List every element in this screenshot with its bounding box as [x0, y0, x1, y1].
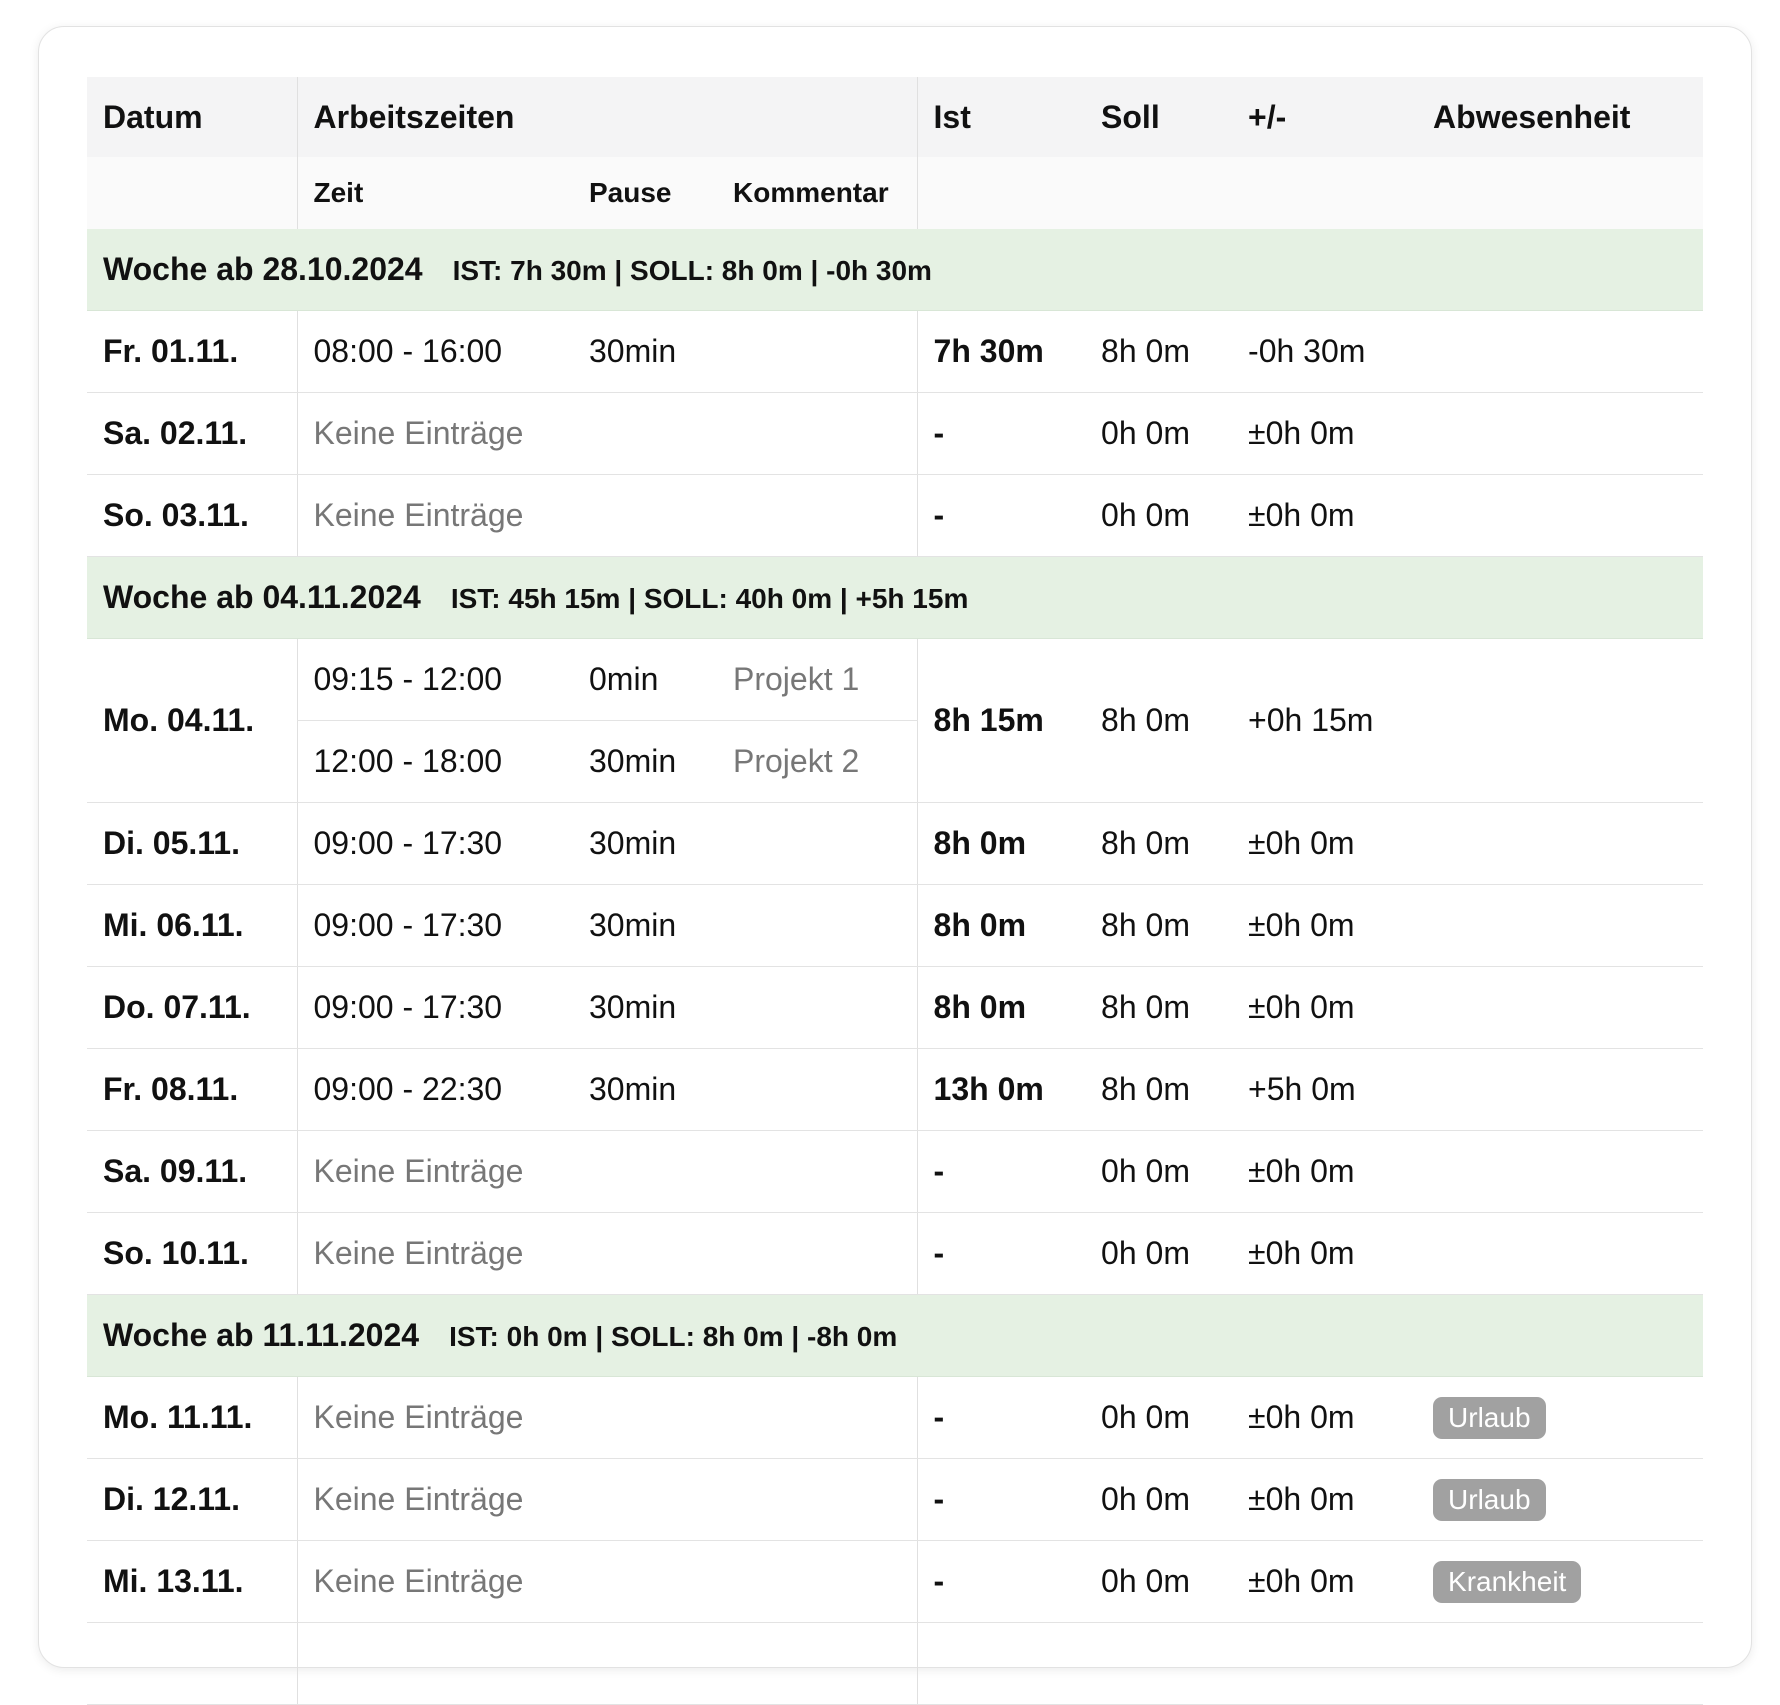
day-ist: - [917, 1131, 1085, 1213]
day-diff: ±0h 0m [1232, 885, 1417, 967]
no-entries [297, 1623, 917, 1705]
day-diff [1232, 1623, 1417, 1705]
day-soll: 0h 0m [1085, 1459, 1232, 1541]
day-date: Fr. 01.11. [87, 311, 297, 393]
day-ist: 7h 30m [917, 311, 1085, 393]
day-soll: 8h 0m [1085, 885, 1232, 967]
timesheet-card [38, 26, 1752, 1668]
day-row[interactable] [87, 803, 1703, 885]
day-row[interactable] [87, 967, 1703, 1049]
timesheet-body [87, 229, 1703, 1705]
header-abwesenheit: Abwesenheit [1417, 77, 1703, 157]
day-diff: ±0h 0m [1232, 967, 1417, 1049]
day-absence [1417, 311, 1703, 393]
week-stats: IST: 45h 15m | SOLL: 40h 0m | +5h 15m [450, 583, 969, 614]
entry-time: 08:00 - 16:00 [297, 311, 573, 393]
entry-comment [717, 1049, 917, 1131]
no-entries: Keine Einträge [297, 1377, 917, 1459]
day-absence [1417, 475, 1703, 557]
entry-pause: 0min [573, 639, 717, 721]
day-row[interactable] [87, 475, 1703, 557]
day-absence [1417, 1541, 1703, 1623]
subheader-empty-right [917, 157, 1703, 229]
day-date: Do. 07.11. [87, 967, 297, 1049]
day-diff: ±0h 0m [1232, 1213, 1417, 1295]
day-date: Di. 05.11. [87, 803, 297, 885]
timesheet-table [87, 77, 1703, 1705]
day-absence [1417, 1459, 1703, 1541]
day-ist: 8h 0m [917, 967, 1085, 1049]
entry-pause: 30min [573, 967, 717, 1049]
day-date: Sa. 02.11. [87, 393, 297, 475]
entry-comment [717, 885, 917, 967]
day-soll [1085, 1623, 1232, 1705]
day-ist: - [917, 1377, 1085, 1459]
absence-badge: Urlaub [1433, 1479, 1545, 1521]
day-diff: ±0h 0m [1232, 1459, 1417, 1541]
entry-time: 09:00 - 17:30 [297, 885, 573, 967]
day-date: Di. 12.11. [87, 1459, 297, 1541]
entry-time: 09:00 - 17:30 [297, 967, 573, 1049]
day-ist: 8h 0m [917, 803, 1085, 885]
header-datum: Datum [87, 77, 297, 157]
day-row[interactable] [87, 311, 1703, 393]
day-date: Sa. 09.11. [87, 1131, 297, 1213]
entry-pause: 30min [573, 311, 717, 393]
day-diff: +5h 0m [1232, 1049, 1417, 1131]
entry-pause: 30min [573, 1049, 717, 1131]
day-date: Mo. 11.11. [87, 1377, 297, 1459]
subheader-zeit: Zeit [297, 157, 573, 229]
header-ist: Ist [917, 77, 1085, 157]
subheader-pause: Pause [573, 157, 717, 229]
day-row[interactable] [87, 1213, 1703, 1295]
day-absence [1417, 967, 1703, 1049]
week-summary [87, 229, 1703, 311]
week-row [87, 229, 1703, 311]
entry-comment: Projekt 1 [717, 639, 917, 721]
no-entries: Keine Einträge [297, 475, 917, 557]
entry-pause: 30min [573, 803, 717, 885]
day-absence [1417, 393, 1703, 475]
no-entries: Keine Einträge [297, 1131, 917, 1213]
day-diff: ±0h 0m [1232, 1541, 1417, 1623]
day-diff: +0h 15m [1232, 639, 1417, 803]
no-entries: Keine Einträge [297, 1541, 917, 1623]
week-stats: IST: 7h 30m | SOLL: 8h 0m | -0h 30m [452, 255, 932, 286]
day-soll: 0h 0m [1085, 393, 1232, 475]
day-row[interactable] [87, 1623, 1703, 1705]
entry-time: 09:00 - 22:30 [297, 1049, 573, 1131]
header-diff: +/- [1232, 77, 1417, 157]
entry-comment [717, 967, 917, 1049]
day-date: So. 10.11. [87, 1213, 297, 1295]
day-row[interactable] [87, 1541, 1703, 1623]
day-absence [1417, 1049, 1703, 1131]
day-absence [1417, 1131, 1703, 1213]
day-soll: 8h 0m [1085, 311, 1232, 393]
header-soll: Soll [1085, 77, 1232, 157]
entry-pause: 30min [573, 885, 717, 967]
day-date: So. 03.11. [87, 475, 297, 557]
day-ist: - [917, 1459, 1085, 1541]
day-row[interactable] [87, 393, 1703, 475]
day-absence [1417, 803, 1703, 885]
day-row[interactable] [87, 885, 1703, 967]
day-soll: 8h 0m [1085, 967, 1232, 1049]
day-diff: ±0h 0m [1232, 803, 1417, 885]
day-soll: 8h 0m [1085, 1049, 1232, 1131]
day-soll: 0h 0m [1085, 1377, 1232, 1459]
entry-comment [717, 311, 917, 393]
no-entries: Keine Einträge [297, 1459, 917, 1541]
day-absence [1417, 1623, 1703, 1705]
entry-time: 12:00 - 18:00 [297, 721, 573, 803]
day-soll: 8h 0m [1085, 803, 1232, 885]
week-row [87, 557, 1703, 639]
day-soll: 0h 0m [1085, 1131, 1232, 1213]
absence-badge: Urlaub [1433, 1397, 1545, 1439]
day-ist: - [917, 393, 1085, 475]
subheader-empty [87, 157, 297, 229]
day-date: Mi. 13.11. [87, 1541, 297, 1623]
day-ist: - [917, 1213, 1085, 1295]
day-diff: ±0h 0m [1232, 393, 1417, 475]
week-title: Woche ab 04.11.2024 [103, 579, 421, 615]
entry-time: 09:00 - 17:30 [297, 803, 573, 885]
day-ist: 8h 0m [917, 885, 1085, 967]
day-ist: 8h 15m [917, 639, 1085, 803]
week-stats: IST: 0h 0m | SOLL: 8h 0m | -8h 0m [449, 1321, 898, 1352]
day-absence [1417, 639, 1703, 803]
day-diff: ±0h 0m [1232, 1377, 1417, 1459]
day-diff: -0h 30m [1232, 311, 1417, 393]
entry-comment [717, 803, 917, 885]
day-diff: ±0h 0m [1232, 1131, 1417, 1213]
subheader-kommentar: Kommentar [717, 157, 917, 229]
day-soll: 0h 0m [1085, 1541, 1232, 1623]
week-title: Woche ab 11.11.2024 [103, 1317, 420, 1353]
header-arbeitszeiten: Arbeitszeiten [297, 77, 917, 157]
week-row [87, 1295, 1703, 1377]
absence-badge: Krankheit [1433, 1561, 1581, 1603]
day-row[interactable] [87, 1049, 1703, 1131]
week-summary [87, 557, 1703, 639]
day-absence [1417, 885, 1703, 967]
day-ist [917, 1623, 1085, 1705]
no-entries: Keine Einträge [297, 1213, 917, 1295]
day-absence [1417, 1213, 1703, 1295]
week-summary [87, 1295, 1703, 1377]
no-entries: Keine Einträge [297, 393, 917, 475]
day-row[interactable] [87, 1131, 1703, 1213]
week-title: Woche ab 28.10.2024 [103, 251, 423, 287]
day-ist: 13h 0m [917, 1049, 1085, 1131]
day-row[interactable] [87, 1377, 1703, 1459]
day-diff: ±0h 0m [1232, 475, 1417, 557]
entry-pause: 30min [573, 721, 717, 803]
day-row[interactable] [87, 1459, 1703, 1541]
day-absence [1417, 1377, 1703, 1459]
day-row[interactable] [87, 639, 1703, 721]
day-ist: - [917, 1541, 1085, 1623]
day-date: Mi. 06.11. [87, 885, 297, 967]
entry-comment: Projekt 2 [717, 721, 917, 803]
day-soll: 0h 0m [1085, 475, 1232, 557]
day-date: Fr. 08.11. [87, 1049, 297, 1131]
day-soll: 8h 0m [1085, 639, 1232, 803]
day-date [87, 1623, 297, 1705]
day-date: Mo. 04.11. [87, 639, 297, 803]
day-ist: - [917, 475, 1085, 557]
entry-time: 09:15 - 12:00 [297, 639, 573, 721]
day-soll: 0h 0m [1085, 1213, 1232, 1295]
